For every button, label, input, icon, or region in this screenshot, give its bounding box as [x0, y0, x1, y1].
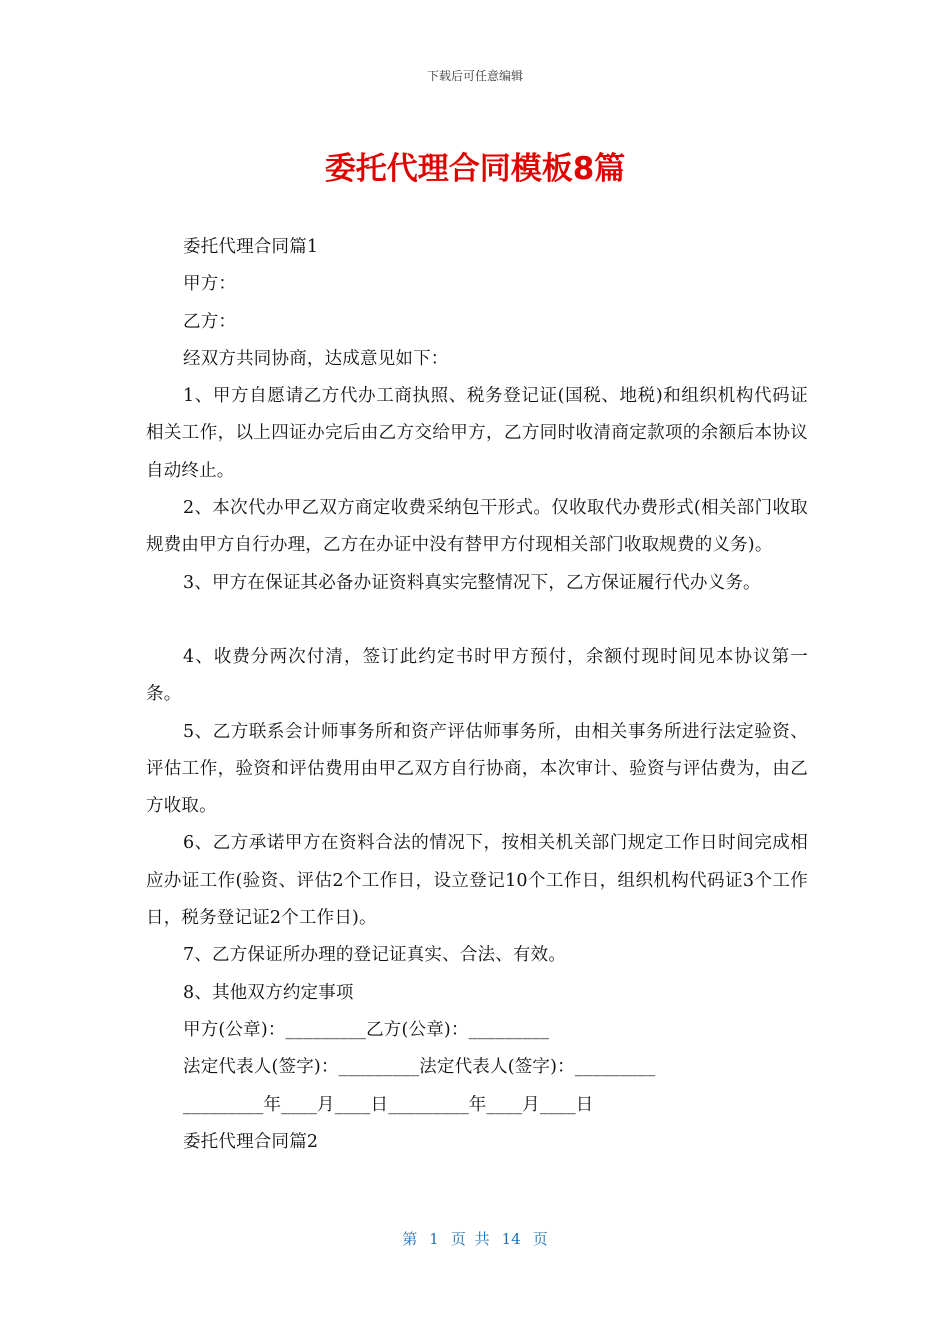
- page-number: 1: [429, 1230, 439, 1248]
- total-pages: 14: [501, 1230, 521, 1248]
- total-prefix: 页 共: [450, 1230, 490, 1248]
- document-body: [146, 229, 808, 1161]
- signature-line: 法定代表人(签字)：_________法定代表人(签字)：_________: [183, 1057, 656, 1078]
- intro-paragraph: 经双方共同协商，达成意见如下：: [183, 348, 449, 369]
- page-footer: [0, 1228, 950, 1249]
- clause-3: 3、甲方在保证其必备办证资料真实完整情况下，乙方保证履行代办义务。: [183, 572, 761, 593]
- clause-4: 4、收费分两次付清，签订此约定书时甲方预付，余额付现时间见本协议第一条。: [146, 646, 808, 705]
- clause-5: 5、乙方联系会计师事务所和资产评估师事务所，由相关事务所进行法定验资、评估工作，验资和评估费用由甲乙双方自行协商，本次审计、验资与评估费为，由乙方收取。: [146, 721, 808, 817]
- section-heading-2: 委托代理合同篇2: [183, 1131, 319, 1152]
- page-label: 第: [402, 1230, 418, 1248]
- clause-6: 6、乙方承诺甲方在资料合法的情况下，按相关机关部门规定工作日时间完成相应办证工作(验资、评估2个工作日，设立登记10个工作日，组织机构代码证3个工作日，税务登记证2个工作日)。: [146, 833, 808, 929]
- clause-2: 2、本次代办甲乙双方商定收费采纳包干形式。仅收取代办费形式(相关部门收取规费由甲方自行办理，乙方在办证中没有替甲方付现相关部门收取规费的义务)。: [146, 498, 808, 556]
- total-suffix: 页: [532, 1230, 548, 1248]
- seal-line: 甲方(公章)：_________乙方(公章)：_________: [183, 1019, 550, 1040]
- party-a-line: 甲方：: [183, 274, 237, 295]
- document-title: 委托代理合同模板8篇: [324, 151, 626, 187]
- header-note: 下载后可任意编辑: [426, 69, 523, 83]
- date-line: _________年____月____日_________年____月____日: [183, 1094, 594, 1115]
- party-b-line: 乙方：: [183, 311, 237, 332]
- clause-1: 1、甲方自愿请乙方代办工商执照、税务登记证(国税、地税)和组织机构代码证相关工作，以上四证办完后由乙方交给甲方，乙方同时收清商定款项的余额后本协议自动终止。: [146, 386, 808, 481]
- clause-8: 8、其他双方约定事项: [183, 982, 354, 1003]
- section-heading: 委托代理合同篇1: [183, 237, 319, 257]
- clause-7: 7、乙方保证所办理的登记证真实、合法、有效。: [183, 945, 567, 966]
